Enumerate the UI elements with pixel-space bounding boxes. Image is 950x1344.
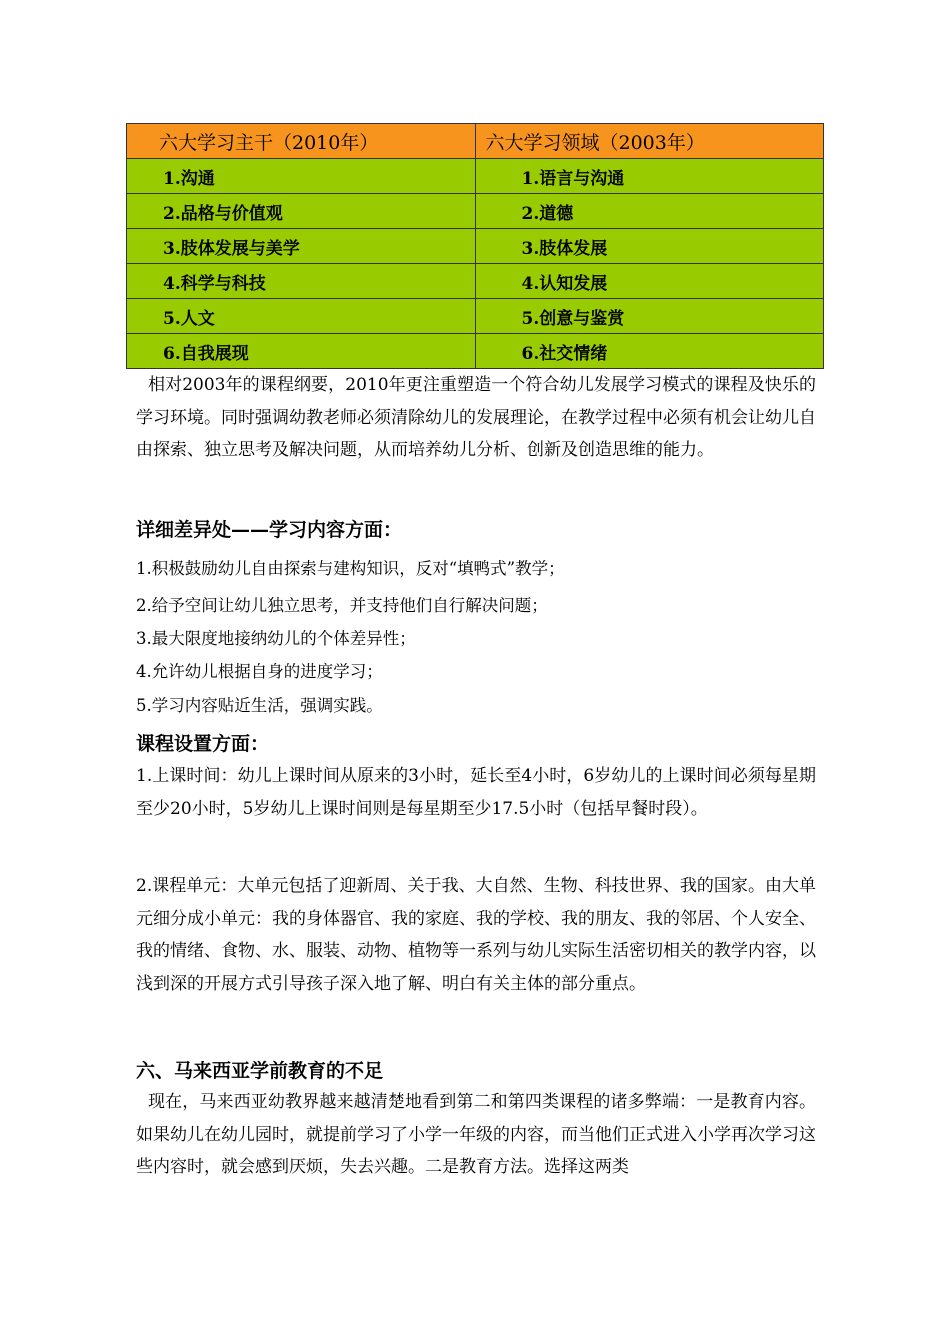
list-item: 3.最大限度地接纳幼儿的个体差异性； (136, 629, 416, 648)
comparison-table (126, 123, 824, 369)
list-item: 1.积极鼓励幼儿自由探索与建构知识，反对“填鸭式”教学； (136, 559, 565, 578)
cell-2003: 5.创意与鉴赏 (475, 299, 824, 334)
cell-2003: 1.语言与沟通 (475, 159, 824, 194)
cell-2010: 5.人文 (127, 299, 476, 334)
section-heading-curriculum: 课程设置方面： (136, 733, 270, 755)
table-row (127, 264, 824, 299)
cell-2003: 2.道德 (475, 194, 824, 229)
shortcomings-paragraph: 现在，马来西亚幼教界越来越清楚地看到第二和第四类课程的诸多弊端：一是教育内容。如果幼儿在幼儿园时，就提前学习了小学一年级的内容，而当他们正式进入小学再次学习这些内容时，就会感到厌烦，失去兴趣。二是教育方法。选择这两类 (136, 1092, 816, 1177)
table-row (127, 159, 824, 194)
cell-2010: 3.肢体发展与美学 (127, 229, 476, 264)
curriculum-item-time: 1.上课时间：幼儿上课时间从原来的3小时，延长至4小时，6岁幼儿的上课时间必须每星期至少20小时，5岁幼儿上课时间则是每星期至少17.5小时（包括早餐时段）。 (136, 766, 816, 819)
list-item: 2.给予空间让幼儿独立思考，并支持他们自行解决问题； (136, 596, 548, 615)
table-row (127, 334, 824, 369)
cell-2010: 1.沟通 (127, 159, 476, 194)
header-2003: 六大学习领域（2003年） (475, 124, 824, 159)
curriculum-item-units: 2.课程单元：大单元包括了迎新周、关于我、大自然、生物、科技世界、我的国家。由大单元细分成小单元：我的身体器官、我的家庭、我的学校、我的朋友、我的邻居、个人安全、我的情绪、食物、水、服装、动物、植物等一系列与幼儿实际生活密切相关的教学内容，以浅到深的开展方式引导孩子深入地了解、明白有关主体的部分重点。 (136, 876, 816, 994)
table-header-row (127, 124, 824, 159)
intro-paragraph: 相对2003年的课程纲要，2010年更注重塑造一个符合幼儿发展学习模式的课程及快乐的学习环境。同时强调幼教老师必须清除幼儿的发展理论，在教学过程中必须有机会让幼儿自由探索、独立思考及解决问题，从而培养幼儿分析、创新及创造思维的能力。 (136, 375, 816, 460)
cell-2010: 2.品格与价值观 (127, 194, 476, 229)
cell-2003: 6.社交情绪 (475, 334, 824, 369)
table-row (127, 229, 824, 264)
list-item: 5.学习内容贴近生活，强调实践。 (136, 696, 383, 715)
table-row (127, 299, 824, 334)
list-item: 4.允许幼儿根据自身的进度学习； (136, 662, 383, 681)
cell-2003: 4.认知发展 (475, 264, 824, 299)
cell-2003: 3.肢体发展 (475, 229, 824, 264)
section-heading-shortcomings: 六、马来西亚学前教育的不足 (136, 1060, 384, 1082)
table-row (127, 194, 824, 229)
header-2010: 六大学习主干（2010年） (127, 124, 476, 159)
section-heading-learning-content: 详细差异处——学习内容方面： (136, 519, 403, 541)
cell-2010: 6.自我展现 (127, 334, 476, 369)
cell-2010: 4.科学与科技 (127, 264, 476, 299)
